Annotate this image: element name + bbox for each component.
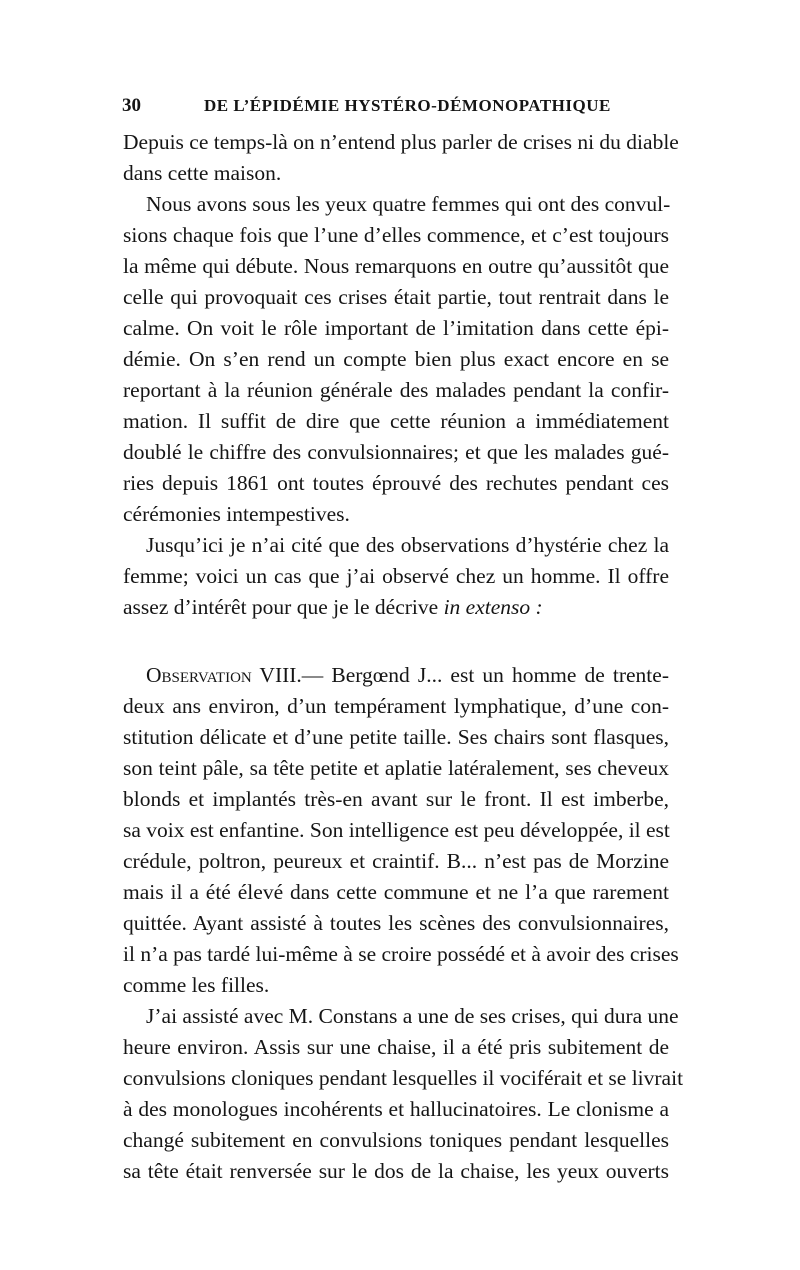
text-line: à des monologues incohérents et hallucinatoires. Le clonisme a: [123, 1097, 669, 1121]
text-line-main: assez d’intérêt pour que je le décrive: [123, 595, 439, 619]
text-line: la même qui débute. Nous remarquons en outre qu’aussitôt que: [123, 254, 669, 278]
text-line: Depuis ce temps-là on n’entend plus parler de crises ni du diable: [123, 130, 679, 154]
text-line: celle qui provoquait ces crises était partie, tout rentrait dans le: [123, 285, 669, 309]
running-head: [122, 92, 670, 120]
italic-phrase: in extenso :: [443, 595, 543, 619]
text-line: mation. Il suffit de dire que cette réunion a immédiatement: [123, 409, 669, 433]
text-line: sa voix est enfantine. Son intelligence est peu développée, il est: [123, 818, 670, 842]
text-line: quittée. Ayant assisté à toutes les scènes des convulsionnaires,: [123, 911, 669, 935]
text-line: doublé le chiffre des convulsionnaires; et que les malades gué-: [123, 440, 669, 464]
paragraph-first-line: Jusqu’ici je n’ai cité que des observations d’hystérie chez la: [146, 533, 669, 557]
text-line: cérémonies intempestives.: [123, 502, 350, 526]
paragraph-first-line: J’ai assisté avec M. Constans a une de ses crises, qui dura une: [146, 1004, 679, 1028]
text-line: calme. On voit le rôle important de l’imitation dans cette épi-: [123, 316, 669, 340]
text-line: comme les filles.: [123, 973, 270, 997]
observation-heading-line: [146, 659, 669, 691]
text-line: deux ans environ, d’un tempérament lymphatique, d’une con-: [123, 694, 669, 718]
text-line: reportant à la réunion générale des malades pendant la confir-: [123, 378, 669, 402]
text-line: dans cette maison.: [123, 161, 282, 185]
text-line: changé subitement en convulsions toniques pendant lesquelles: [123, 1128, 669, 1152]
observation-label: Observation VIII.: [146, 663, 302, 687]
paragraph-first-line: Nous avons sous les yeux quatre femmes qui ont des convul-: [146, 192, 671, 216]
text-line: heure environ. Assis sur une chaise, il a été pris subitement de: [123, 1035, 669, 1059]
text-line: mais il a été élevé dans cette commune et ne l’a que rarement: [123, 880, 669, 904]
text-line: il n’a pas tardé lui-même à se croire possédé et à avoir des crises: [123, 942, 679, 966]
text-line: sa tête était renversée sur le dos de la chaise, les yeux ouverts: [123, 1159, 669, 1183]
observation-text: — Bergœnd J... est un homme de trente-: [301, 663, 669, 687]
text-line: [123, 591, 669, 623]
text-line: sions chaque fois que l’une d’elles commence, et c’est toujours: [123, 223, 669, 247]
text-line: femme; voici un cas que j’ai observé chez un homme. Il offre: [123, 564, 669, 588]
text-line: son teint pâle, sa tête petite et aplatie latéralement, ses cheveux: [123, 756, 669, 780]
text-line: blonds et implantés très-en avant sur le front. Il est imberbe,: [123, 787, 669, 811]
page-number: 30: [122, 95, 141, 116]
running-title: DE L’ÉPIDÉMIE HYSTÉRO-DÉMONOPATHIQUE: [204, 96, 611, 115]
text-line: stitution délicate et d’une petite taille. Ses chairs sont flasques,: [123, 725, 669, 749]
text-line: crédule, poltron, peureux et craintif. B... n’est pas de Morzine: [123, 849, 669, 873]
text-line: démie. On s’en rend un compte bien plus exact encore en se: [123, 347, 669, 371]
text-line: ries depuis 1861 ont toutes éprouvé des rechutes pendant ces: [123, 471, 669, 495]
text-line: convulsions cloniques pendant lesquelles il vociférait et se livrait: [123, 1066, 684, 1090]
